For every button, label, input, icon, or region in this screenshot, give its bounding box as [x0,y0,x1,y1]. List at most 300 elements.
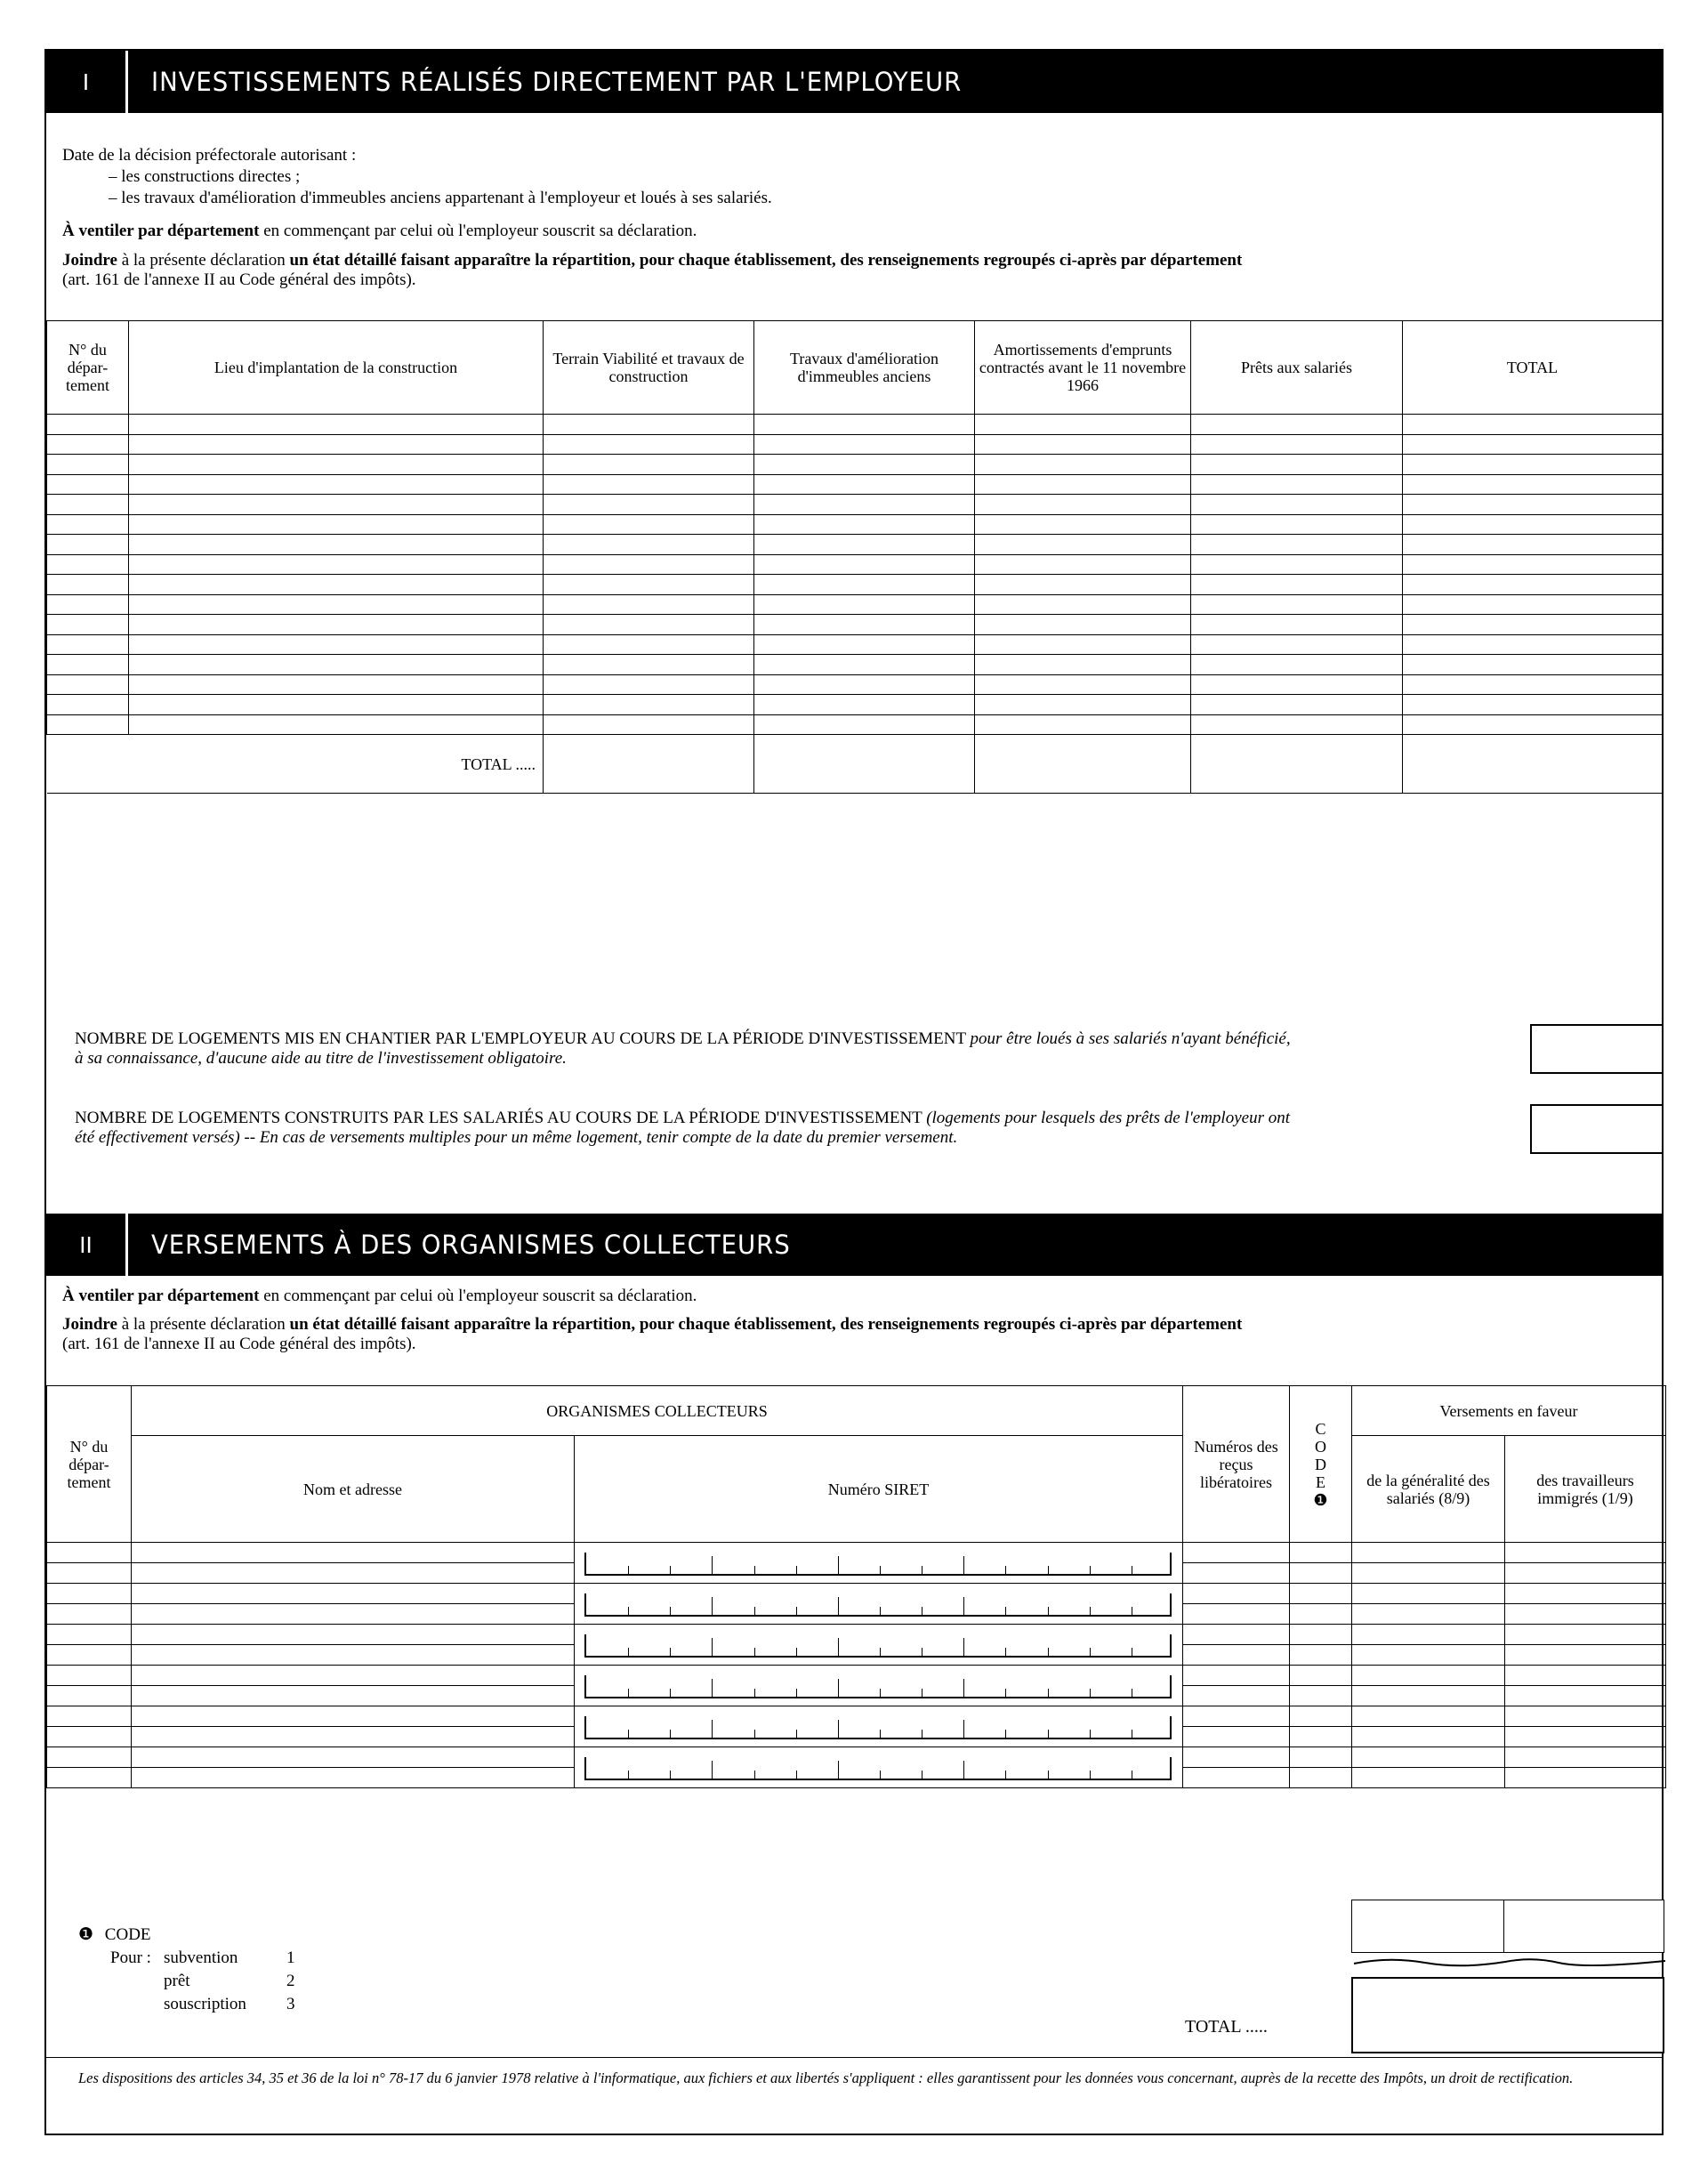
siret-digit-separator [838,1761,839,1779]
logements-chantier-text: NOMBRE DE LOGEMENTS MIS EN CHANTIER PAR L'EMPLOYEUR AU COURS DE LA PÉRIODE D'INVESTISSEMENT pour être loués à ses salariés n'ayant bénéficié, [75,1029,1291,1048]
siret-digit-separator [1005,1566,1006,1574]
versement-cell[interactable] [1183,1686,1290,1706]
immigres-subtotal-cell[interactable] [1503,1900,1664,1953]
siret-digit-separator [712,1761,713,1779]
investissement-cell[interactable] [129,655,544,675]
investissement-cell[interactable] [47,434,129,455]
versement-cell[interactable] [1352,1747,1505,1768]
siret-digit-separator [754,1730,755,1738]
siret-digit-separator [880,1607,881,1615]
versement-cell[interactable] [47,1706,132,1727]
siret-input[interactable] [584,1634,1172,1658]
investissement-cell[interactable] [975,535,1191,555]
code-legend-subvention-value: 1 [286,1948,295,1967]
investissement-cell[interactable] [975,575,1191,595]
versements-total-box[interactable] [1351,1977,1664,2053]
investissement-row [47,674,1663,695]
investissement-cell[interactable] [129,415,544,435]
section-2-title: VERSEMENTS À DES ORGANISMES COLLECTEURS [151,1230,791,1260]
investissement-cell[interactable] [544,714,754,735]
investissement-cell[interactable] [975,674,1191,695]
versement-cell[interactable] [47,1666,132,1686]
investissement-cell[interactable] [754,434,975,455]
investissement-row [47,474,1663,495]
investissement-cell[interactable] [1191,695,1403,715]
siret-digit-separator [796,1566,797,1574]
versement-cell[interactable] [47,1584,132,1604]
investissement-cell[interactable] [47,514,129,535]
col-lieu: Lieu d'implantation de la construction [129,321,544,415]
versement-cell[interactable] [1505,1706,1666,1727]
investissement-cell[interactable] [754,575,975,595]
siret-input[interactable] [584,1593,1172,1617]
investissement-cell[interactable] [544,554,754,575]
investissement-cell[interactable] [544,455,754,475]
investissement-cell[interactable] [129,434,544,455]
versement-cell[interactable] [132,1543,575,1563]
investissement-cell[interactable] [129,714,544,735]
versement-cell[interactable] [1183,1645,1290,1666]
ventiler-instruction: À ventiler par département en commençant par celui où l'employeur souscrit sa déclaration. [62,222,697,240]
versement-cell[interactable] [1352,1706,1505,1727]
versement-cell[interactable] [1352,1625,1505,1645]
investissement-cell[interactable] [1191,655,1403,675]
investissement-cell[interactable] [129,575,544,595]
investissement-cell[interactable] [1191,495,1403,515]
investissement-cell[interactable] [544,655,754,675]
siret-digit-separator [670,1771,671,1779]
section-1-number: I [46,51,128,113]
investissement-cell[interactable] [1191,415,1403,435]
investissement-cell[interactable] [975,655,1191,675]
versement-cell[interactable] [1290,1686,1352,1706]
investissement-cell[interactable] [975,415,1191,435]
col2-organismes: ORGANISMES COLLECTEURS [132,1386,1183,1436]
investissement-cell[interactable] [47,695,129,715]
investissement-cell[interactable] [129,554,544,575]
investissement-cell[interactable] [754,634,975,655]
code-legend-pret-value: 2 [286,1972,295,1990]
versement-cell[interactable] [1352,1604,1505,1625]
total-label: TOTAL ..... [47,735,544,794]
versement-cell[interactable] [132,1666,575,1686]
siret-digit-separator [1005,1771,1006,1779]
investissement-cell[interactable] [544,634,754,655]
investissement-cell[interactable] [1403,674,1663,695]
siret-input[interactable] [584,1757,1172,1780]
investissement-cell[interactable] [754,594,975,615]
investissement-cell[interactable] [754,495,975,515]
versement-cell[interactable] [132,1727,575,1747]
versement-cell[interactable] [1505,1584,1666,1604]
siret-digit-separator [670,1648,671,1656]
investissement-cell[interactable] [47,714,129,735]
investissement-cell[interactable] [1403,535,1663,555]
code-legend-marker-icon: ❶ [78,1925,94,1944]
investissement-cell[interactable] [47,495,129,515]
siret-digit-separator [670,1730,671,1738]
code-legend-pret: prêt [164,1972,190,1990]
investissement-cell[interactable] [129,594,544,615]
col-travaux: Travaux d'amélioration d'immeubles anciens [754,321,975,415]
siret-digit-separator [712,1556,713,1574]
investissement-cell[interactable] [754,674,975,695]
versement-cell[interactable] [1352,1768,1505,1788]
siret-digit-separator [754,1771,755,1779]
investissement-row [47,615,1663,635]
investissement-cell[interactable] [544,434,754,455]
versement-cell[interactable] [47,1727,132,1747]
investissement-cell[interactable] [1191,615,1403,635]
versement-cell[interactable] [1183,1666,1290,1686]
investissement-cell[interactable] [129,514,544,535]
investissement-cell[interactable] [129,695,544,715]
investissement-cell[interactable] [1403,415,1663,435]
versement-cell[interactable] [132,1686,575,1706]
siret-digit-separator [838,1556,839,1574]
siret-digit-separator [796,1689,797,1697]
siret-digit-separator [880,1730,881,1738]
section-2-number: II [46,1214,128,1276]
siret-digit-separator [1090,1771,1091,1779]
investissement-cell[interactable] [754,714,975,735]
investissement-cell[interactable] [544,474,754,495]
investissement-cell[interactable] [129,495,544,515]
investissement-cell[interactable] [975,554,1191,575]
investissement-cell[interactable] [129,674,544,695]
investissement-cell[interactable] [975,594,1191,615]
versement-cell[interactable] [1505,1727,1666,1747]
investissement-cell[interactable] [754,415,975,435]
versement-cell[interactable] [1183,1584,1290,1604]
versement-cell[interactable] [47,1563,132,1584]
continuation-wave-icon [1354,1955,1665,1972]
investissements-table [46,320,1663,794]
investissement-cell[interactable] [544,594,754,615]
code-letter-e: E [1316,1472,1325,1491]
col2-nom: Nom et adresse [132,1436,575,1543]
versement-cell[interactable] [132,1706,575,1727]
versement-cell[interactable] [132,1604,575,1625]
versement-cell[interactable] [47,1604,132,1625]
versement-cell[interactable] [1290,1584,1352,1604]
investissement-cell[interactable] [1403,655,1663,675]
siret-digit-separator [628,1689,629,1697]
joindre-instruction: Joindre à la présente déclaration un état détaillé faisant apparaître la répartition, pour chaque établissement, des renseignements regroupés ci-après par département [62,251,1243,270]
total-travaux-cell[interactable] [754,735,975,794]
intro-date-label: Date de la décision préfectorale autorisant : [62,146,357,165]
siret-digit-separator [838,1597,839,1615]
versement-cell[interactable] [1352,1543,1505,1563]
code-legend-subvention: subvention [164,1948,238,1967]
section-2-header [46,1214,1662,1276]
investissement-cell[interactable] [754,474,975,495]
investissement-row [47,535,1663,555]
siret-digit-separator [712,1638,713,1656]
siret-digit-separator [1090,1689,1091,1697]
generalite-subtotal-cell[interactable] [1351,1900,1504,1953]
siret-input[interactable] [584,1675,1172,1698]
investissement-cell[interactable] [975,695,1191,715]
investissement-cell[interactable] [1191,714,1403,735]
siret-digit-separator [880,1566,881,1574]
investissement-cell[interactable] [544,615,754,635]
col-amortissements: Amortissements d'emprunts contractés avant le 11 novembre 1966 [975,321,1191,415]
investissement-cell[interactable] [544,514,754,535]
siret-digit-separator [712,1720,713,1738]
investissement-row [47,594,1663,615]
siret-digit-separator [963,1556,964,1574]
versement-cell[interactable] [1352,1686,1505,1706]
investissement-cell[interactable] [754,535,975,555]
investissement-cell[interactable] [1191,594,1403,615]
siret-digit-separator [1090,1566,1091,1574]
investissement-cell[interactable] [1191,554,1403,575]
investissement-cell[interactable] [1403,575,1663,595]
footer-divider [46,2057,1662,2058]
versement-cell[interactable] [47,1686,132,1706]
versement-cell[interactable] [1183,1563,1290,1584]
investissement-row [47,655,1663,675]
investissement-cell[interactable] [544,575,754,595]
investissement-cell[interactable] [1403,474,1663,495]
investissement-cell[interactable] [754,655,975,675]
investissement-cell[interactable] [975,434,1191,455]
siret-digit-separator [963,1597,964,1615]
investissement-cell[interactable] [47,575,129,595]
versement-cell[interactable] [1290,1727,1352,1747]
logements-salaries-text: NOMBRE DE LOGEMENTS CONSTRUITS PAR LES SALARIÉS AU COURS DE LA PÉRIODE D'INVESTISSEMENT (logements pour lesquels des prêts de l'employeur ont [75,1109,1290,1127]
investissement-cell[interactable] [1403,594,1663,615]
investissement-cell[interactable] [754,514,975,535]
versement-cell[interactable] [1352,1584,1505,1604]
investissement-cell[interactable] [1403,434,1663,455]
siret-digit-separator [628,1771,629,1779]
investissement-cell[interactable] [1403,695,1663,715]
investissement-cell[interactable] [47,634,129,655]
col2-siret: Numéro SIRET [575,1436,1183,1543]
siret-digit-separator [796,1730,797,1738]
code-marker-icon: ❶ [1313,1490,1328,1509]
intro-item-constructions: – les constructions directes ; [109,167,301,186]
investissement-cell[interactable] [754,455,975,475]
versement-cell[interactable] [1183,1604,1290,1625]
versement-cell[interactable] [1352,1563,1505,1584]
versement-cell[interactable] [132,1625,575,1645]
investissement-cell[interactable] [975,474,1191,495]
versement-cell[interactable] [1505,1768,1666,1788]
siret-digit-separator [1005,1607,1006,1615]
investissement-cell[interactable] [47,415,129,435]
col-total: TOTAL [1403,321,1663,415]
investissement-cell[interactable] [1403,514,1663,535]
investissement-cell[interactable] [1403,714,1663,735]
versement-cell[interactable] [47,1625,132,1645]
investissement-cell[interactable] [129,615,544,635]
versement-cell[interactable] [1505,1645,1666,1666]
total-prets-cell[interactable] [1191,735,1403,794]
versement-cell[interactable] [1290,1604,1352,1625]
versement-cell[interactable] [132,1584,575,1604]
versement-cell[interactable] [1183,1727,1290,1747]
versement-cell[interactable] [47,1747,132,1768]
investissement-cell[interactable] [1403,495,1663,515]
code-legend-souscription: souscription [164,1995,246,2013]
investissement-cell[interactable] [47,615,129,635]
versement-cell[interactable] [1352,1666,1505,1686]
investissement-cell[interactable] [129,455,544,475]
versement-cell[interactable] [1290,1645,1352,1666]
versement-cell[interactable] [1290,1563,1352,1584]
versement-cell[interactable] [1183,1543,1290,1563]
investissement-cell[interactable] [1191,474,1403,495]
versement-cell[interactable] [132,1768,575,1788]
logements-chantier-box[interactable] [1530,1024,1664,1074]
versement-cell[interactable] [1505,1625,1666,1645]
versement-cell[interactable] [1290,1768,1352,1788]
code-letter-o: O [1315,1437,1326,1456]
versement-cell[interactable] [132,1563,575,1584]
investissement-cell[interactable] [544,695,754,715]
versement-cell[interactable] [1290,1543,1352,1563]
siret-digit-separator [1048,1566,1049,1574]
code-legend-pour: Pour : [110,1948,151,1967]
investissement-cell[interactable] [47,535,129,555]
versement-cell[interactable] [1352,1727,1505,1747]
investissement-cell[interactable] [1191,514,1403,535]
versement-cell[interactable] [1290,1666,1352,1686]
investissement-cell[interactable] [1403,554,1663,575]
investissement-cell[interactable] [975,615,1191,635]
investissement-row [47,415,1663,435]
investissement-cell[interactable] [975,514,1191,535]
siret-digit-separator [963,1720,964,1738]
versement-cell[interactable] [1352,1645,1505,1666]
versement-cell[interactable] [1183,1706,1290,1727]
siret-digit-separator [963,1638,964,1656]
total-terrain-cell[interactable] [544,735,754,794]
investissement-cell[interactable] [754,615,975,635]
siret-input[interactable] [584,1716,1172,1739]
investissement-cell[interactable] [1191,434,1403,455]
investissement-cell[interactable] [1191,455,1403,475]
versement-cell[interactable] [1183,1625,1290,1645]
investissement-cell[interactable] [544,674,754,695]
investissement-row [47,714,1663,735]
total-amortissements-cell[interactable] [975,735,1191,794]
siret-digit-separator [1048,1607,1049,1615]
versement-cell[interactable] [132,1747,575,1768]
versement-cell[interactable] [1290,1625,1352,1645]
versement-cell[interactable] [1505,1666,1666,1686]
versement-cell[interactable] [1505,1563,1666,1584]
siret-digit-separator [754,1607,755,1615]
code-legend-title: ❶ CODE [78,1925,151,1944]
section-1-title: INVESTISSEMENTS RÉALISÉS DIRECTEMENT PAR L'EMPLOYEUR [151,67,963,97]
investissement-cell[interactable] [47,594,129,615]
versement-cell[interactable] [47,1768,132,1788]
total-total-cell[interactable] [1403,735,1663,794]
versement-cell[interactable] [1183,1747,1290,1768]
siret-digit-separator [963,1679,964,1697]
versement-cell[interactable] [47,1543,132,1563]
investissement-cell[interactable] [975,495,1191,515]
investissement-cell[interactable] [47,655,129,675]
versement-cell[interactable] [47,1645,132,1666]
siret-input[interactable] [584,1553,1172,1576]
investissement-cell[interactable] [1191,535,1403,555]
logements-salaries-box[interactable] [1530,1104,1664,1154]
investissement-cell[interactable] [1191,634,1403,655]
investissement-cell[interactable] [47,674,129,695]
investissement-cell[interactable] [975,714,1191,735]
versement-cell[interactable] [1505,1686,1666,1706]
intro-item-travaux: – les travaux d'amélioration d'immeubles anciens appartenant à l'employeur et loués à ses salariés. [109,189,772,207]
joindre-reference: (art. 161 de l'annexe II au Code général des impôts). [62,270,416,289]
investissement-cell[interactable] [1403,634,1663,655]
investissement-cell[interactable] [544,415,754,435]
investissement-cell[interactable] [47,455,129,475]
siret-digit-separator [1048,1689,1049,1697]
investissement-cell[interactable] [47,474,129,495]
siret-digit-separator [754,1689,755,1697]
investissement-cell[interactable] [975,455,1191,475]
ventiler-instruction-2: À ventiler par département en commençant par celui où l'employeur souscrit sa déclaration. [62,1287,697,1305]
investissement-row [47,455,1663,475]
col2-versements: Versements en faveur [1352,1386,1666,1436]
siret-digit-separator [838,1720,839,1738]
investissement-cell[interactable] [544,495,754,515]
investissement-row [47,634,1663,655]
siret-digit-separator [754,1648,755,1656]
investissement-cell[interactable] [754,554,975,575]
col2-code [1290,1386,1352,1543]
versement-cell[interactable] [1505,1543,1666,1563]
versement-cell[interactable] [1290,1747,1352,1768]
versement-cell[interactable] [1183,1768,1290,1788]
investissement-row [47,495,1663,515]
investissement-cell[interactable] [1403,455,1663,475]
versement-cell[interactable] [1290,1706,1352,1727]
investissement-cell[interactable] [975,634,1191,655]
col-terrain: Terrain Viabilité et travaux de construction [544,321,754,415]
investissement-row [47,554,1663,575]
investissement-cell[interactable] [1191,575,1403,595]
siret-digit-separator [880,1689,881,1697]
investissement-cell[interactable] [754,695,975,715]
investissement-cell[interactable] [544,535,754,555]
investissement-cell[interactable] [47,554,129,575]
siret-digit-separator [670,1607,671,1615]
versement-cell[interactable] [132,1645,575,1666]
footer-note: Les dispositions des articles 34, 35 et 36 de la loi n° 78-17 du 6 janvier 1978 relative à l'informatique, aux fichiers et aux libertés s'appliquent : elles garantissent pour les données vous concernant, auprès de la recette des Impôts, un droit de rectification. [78,2069,1574,2086]
investissement-cell[interactable] [129,634,544,655]
siret-digit-separator [754,1566,755,1574]
investissement-cell[interactable] [1191,674,1403,695]
code-legend-souscription-value: 3 [286,1995,295,2013]
section-1-header [46,51,1662,113]
col-departement: N° du dépar- tement [47,321,129,415]
investissement-row [47,695,1663,715]
investissement-cell[interactable] [129,535,544,555]
investissement-cell[interactable] [129,474,544,495]
versement-cell[interactable] [1505,1604,1666,1625]
siret-digit-separator [1048,1648,1049,1656]
total-label-2: TOTAL ..... [1185,2017,1268,2037]
versement-cell[interactable] [1505,1747,1666,1768]
investissement-cell[interactable] [1403,615,1663,635]
siret-digit-separator [712,1679,713,1697]
